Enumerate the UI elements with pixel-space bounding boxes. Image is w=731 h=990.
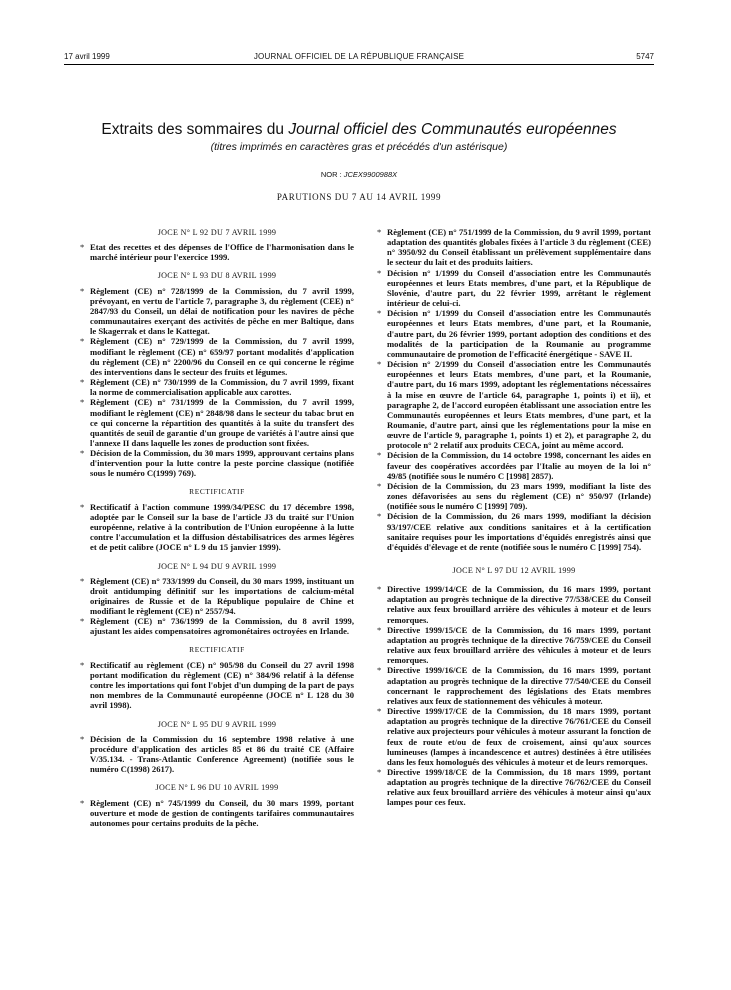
section-items: [80, 502, 354, 553]
asterisk-marker: *: [80, 377, 85, 388]
title-journal-name: Journal officiel des Communautés européennes: [288, 121, 617, 138]
asterisk-marker: *: [80, 336, 85, 347]
entry-text: Etat des recettes et des dépenses de l'Office de l'harmonisation dans le marché intérieur pour l'exercice 1999.: [90, 242, 354, 263]
asterisk-marker: *: [377, 480, 382, 491]
entry-text: Directive 1999/16/CE de la Commission, du 16 mars 1999, portant adaptation au progrès technique de la directive 77/540/CEE du Conseil concernant le rapprochement des législations des Etats membres relatives aux feux de stationnement des véhicules à moteur.: [387, 665, 651, 706]
summary-entry: [377, 481, 651, 511]
entry-text: Règlement (CE) n° 736/1999 de la Commission, du 8 avril 1999, ajustant les aides compensatoires agromonétaires octroyées en Irlande.: [90, 616, 354, 637]
summary-entry: [377, 625, 651, 666]
entry-text: Décision de la Commission, du 30 mars 1999, approuvant certains plans d'intervention pour la lutte contre la peste porcine classique (notifiée sous le numéro C(1999) 769).: [90, 448, 354, 479]
entry-text: Directive 1999/17/CE de la Commission, du 18 mars 1999, portant adaptation au progrès technique de la directive 76/761/CEE du Conseil relative aux projecteurs pour véhicules à moteur assurant la fonction de feux de route et/ou de feux de croisement, ainsi qu'aux sources lumineuses (lampes à incandescence et autres) destinées à être utilisées dans les feux homologués des véhicules à moteur et de leurs remorques.: [387, 706, 651, 767]
title-prefix: Extraits des sommaires du: [101, 121, 289, 138]
section-heading: JOCE N° L 97 DU 12 AVRIL 1999: [452, 566, 576, 575]
section-heading: JOCE N° L 93 DU 8 AVRIL 1999: [157, 271, 277, 281]
section-items: [377, 584, 651, 807]
summary-entry: [80, 286, 354, 337]
asterisk-marker: *: [377, 227, 382, 237]
summary-entry: [377, 450, 651, 480]
nor-reference: [64, 170, 654, 179]
asterisk-marker: *: [80, 397, 85, 408]
rectificatif-heading: RECTIFICATIF: [189, 644, 245, 654]
asterisk-marker: *: [80, 797, 85, 808]
asterisk-marker: *: [80, 575, 85, 586]
entry-text: Rectificatif à l'action commune 1999/34/PESC du 17 décembre 1998, adoptée par le Conseil sur la base de l'article J3 du traité sur l'Union européenne, relative à la contribution de l'Union européenne à la lutte contre l'accumulation et la diffusion déstabilisatrices des armes légères et de petit calibre (JOCE n° L 9 du 15 janvier 1999).: [90, 501, 354, 553]
nor-code: JCEX9900988X: [343, 170, 398, 179]
summary-entry: [80, 377, 354, 397]
parutions-heading: PARUTIONS DU 7 AU 14 AVRIL 1999: [276, 192, 442, 202]
section-items: [80, 660, 354, 711]
summary-entry: [80, 336, 354, 377]
section-heading: JOCE N° L 95 DU 9 AVRIL 1999: [157, 719, 277, 729]
asterisk-marker: *: [80, 501, 85, 512]
summary-entry: [377, 767, 651, 808]
asterisk-marker: *: [377, 308, 382, 319]
header-journal: JOURNAL OFFICIEL DE LA RÉPUBLIQUE FRANÇAISE: [253, 52, 465, 61]
section-heading: JOCE N° L 96 DU 10 AVRIL 1999: [155, 783, 279, 793]
entry-text: Décision de la Commission du 16 septembre 1998 relative à une procédure d'application des articles 85 et 86 du traité CE (Affaire V/35.134. - Trans-Atlantic Conference Agreement) (notifiée sous le numéro C(1998) 2617).: [90, 733, 354, 775]
summary-entry: [377, 511, 651, 552]
asterisk-marker: *: [377, 359, 382, 370]
asterisk-marker: *: [80, 448, 85, 459]
summary-entry: [377, 706, 651, 767]
rectificatif-heading: RECTIFICATIF: [189, 486, 245, 496]
asterisk-marker: *: [377, 624, 382, 635]
section-items: [80, 734, 354, 775]
header-rule: [64, 64, 654, 65]
asterisk-marker: *: [377, 766, 382, 777]
summary-entry: [80, 734, 354, 775]
asterisk-marker: *: [377, 665, 382, 676]
asterisk-marker: *: [377, 267, 382, 278]
asterisk-marker: *: [377, 584, 382, 595]
entry-text: Décision de la Commission, du 23 mars 1999, modifiant la liste des zones défavorisées au sens du règlement (CE) n° 950/97 (Irlande) (notifiée sous le numéro C [1999] 709).: [387, 480, 651, 512]
entry-text: Règlement (CE) n° 751/1999 de la Commission, du 9 avril 1999, portant adaptation des quantités globales fixées à l'article 3 du règlement (CEE) n° 3950/92 du Conseil établissant un prélèvement supplémentaire dans le secteur du lait et des produits laitiers.: [387, 227, 651, 268]
asterisk-marker: *: [80, 242, 85, 253]
entry-text: Règlement (CE) n° 733/1999 du Conseil, du 30 mars 1999, instituant un droit antidumping définitif sur les importations de calcium-métal originaires de Russie et de la République populaire de Chine et modifiant le règlement (CE) n° 2557/94.: [90, 575, 354, 617]
asterisk-marker: *: [80, 733, 85, 744]
entry-text: Décision de la Commission, du 26 mars 1999, modifiant la décision 93/197/CEE relative aux conditions sanitaires et à la certification sanitaire requises pour les importations d'équidés enregistrés ainsi que d'équidés d'élevage et de rente (notifiée sous le numéro C [1999] 754).: [387, 511, 651, 552]
entry-text: Directive 1999/15/CE de la Commission, du 16 mars 1999, portant adaptation au progrès technique de la directive 76/759/CEE du Conseil relative aux feux brouillard arrière des véhicules à moteur et de leurs remorques.: [387, 624, 651, 666]
section-items: [80, 798, 354, 828]
entry-text: Décision n° 2/1999 du Conseil d'association entre les Communautés européennes et leurs Etats membres, d'une part, et la Roumanie, d'autre part, du 16 mars 1999, adoptant les réglementations nécessaires à la mise en œuvre de l'article 64, paragraphe 1, points i) et ii), et paragraphe 2, de l'accord européen établissant une association entre les Communautés européennes et leurs Etats membres, d'une part, et la Roumanie, d'autre part, ainsi que les réglementations pour la mise en œuvre de l'article 9, paragraphe 1, points 1) et 2), et paragraphe 2, du protocole n° 2 relatif aux produits CECA, joint au même accord.: [387, 359, 651, 451]
section-heading: JOCE N° L 94 DU 9 AVRIL 1999: [157, 561, 277, 571]
summary-entry: [80, 397, 354, 448]
section-heading: JOCE N° L 92 DU 7 AVRIL 1999: [157, 228, 277, 237]
entry-text: Règlement (CE) n° 728/1999 de la Commission, du 7 avril 1999, prévoyant, en vertu de l'article 7, paragraphe 3, du règlement (CEE) n° 2847/93 du Conseil, un délai de notification pour les navires de pêche communautaires exerçant des activités de pêche en mer Baltique, dans le Skagerrak et dans le Kattegat.: [90, 285, 354, 337]
page-title: [64, 121, 654, 139]
summary-entry: [80, 448, 354, 478]
summary-entry: [377, 268, 651, 309]
summary-entry: [80, 576, 354, 617]
entry-text: Règlement (CE) n° 730/1999 de la Commission, du 7 avril 1999, fixant la norme de commercialisation applicable aux carottes.: [90, 377, 354, 398]
section-items: [80, 286, 354, 479]
summary-entry: [80, 616, 354, 636]
summary-entry: [80, 502, 354, 553]
summary-entry: [377, 584, 651, 625]
right-column: [377, 227, 651, 808]
entry-text: Règlement (CE) n° 729/1999 de la Commission, du 7 avril 1999, modifiant le règlement (CE) n° 659/97 portant modalités d'application du règlement (CE) n° 2200/96 du Conseil en ce qui concerne le régime des interventions dans le secteur des fruits et légumes.: [90, 336, 354, 377]
asterisk-marker: *: [377, 511, 382, 522]
entry-text: Décision n° 1/1999 du Conseil d'association entre les Communautés européennes et leurs Etats membres, d'une part, et la Roumanie, d'autre part, du 26 février 1999, portant adoption des conditions et des modalités de la participation de la Roumanie au programme communautaire de promotion de l'efficacité énergétique - SAVE II.: [387, 308, 651, 359]
summary-entry: [377, 308, 651, 359]
entry-text: Directive 1999/18/CE de la Commission, du 18 mars 1999, portant adaptation au progrès technique de la directive 76/762/CEE du Conseil relative aux feux brouillard arrière des véhicules à moteur ainsi qu'aux lampes pour ces feux.: [387, 766, 651, 808]
running-header: [64, 52, 654, 64]
entry-text: Règlement (CE) n° 731/1999 de la Commission, du 7 avril 1999, modifiant le règlement (CE) n° 2848/98 dans le secteur du tabac brut en ce qui concerne la répartition des quantités à la suite du transfert des quantités de seuil de garantie d'un groupe de variétés à l'autre ainsi que l'annexe II dans laquelle les zones de production sont fixées.: [90, 397, 354, 448]
section-items: [80, 576, 354, 637]
summary-entry: [80, 798, 354, 828]
entry-text: Rectificatif au règlement (CE) n° 905/98 du Conseil du 27 avril 1998 portant modification du règlement (CE) n° 384/96 relatif à la défense contre les importations qui font l'objet d'un dumping de la part de pays non membres de la Communauté européenne (JOCE n° L 128 du 30 avril 1998).: [90, 659, 354, 711]
summary-entry: [377, 359, 651, 450]
summary-entry: [80, 660, 354, 711]
summary-entry: [80, 242, 354, 262]
asterisk-marker: *: [377, 706, 382, 717]
entry-text: Décision de la Commission, du 14 octobre 1998, concernant les aides en faveur des coopératives accordées par l'Italie au moyen de la loi n° 49/85 (notifiée sous le numéro C [1998] 2857).: [387, 450, 651, 481]
header-date: 17 avril 1999: [64, 52, 110, 61]
entry-text: Directive 1999/14/CE de la Commission, du 16 mars 1999, portant adaptation au progrès technique de la directive 77/538/CEE du Conseil relative aux feux brouillard arrière des véhicules à moteur et de leurs remorques.: [387, 584, 651, 625]
entry-text: Décision n° 1/1999 du Conseil d'association entre les Communautés européennes et leurs Etats membres, d'une part, et la République de Slovénie, d'autre part, du 22 février 1999, arrêtant le règlement intérieur de celui-ci.: [387, 267, 651, 309]
section-items: [377, 227, 651, 552]
section-items: [80, 242, 354, 262]
header-page-number: 5747: [636, 52, 654, 61]
nor-label: NOR :: [320, 170, 344, 179]
summary-entry: [377, 665, 651, 706]
asterisk-marker: *: [80, 659, 85, 670]
entry-text: Règlement (CE) n° 745/1999 du Conseil, du 30 mars 1999, portant ouverture et mode de gestion de contingents tarifaires communautaires autonomes pour certains produits de la pêche.: [90, 797, 354, 828]
asterisk-marker: *: [80, 616, 85, 627]
asterisk-marker: *: [377, 450, 382, 461]
left-column: [80, 225, 354, 828]
asterisk-marker: *: [80, 285, 85, 296]
summary-entry: [377, 227, 651, 268]
page-subtitle: (titres imprimés en caractères gras et précédés d'un astérisque): [210, 141, 508, 153]
